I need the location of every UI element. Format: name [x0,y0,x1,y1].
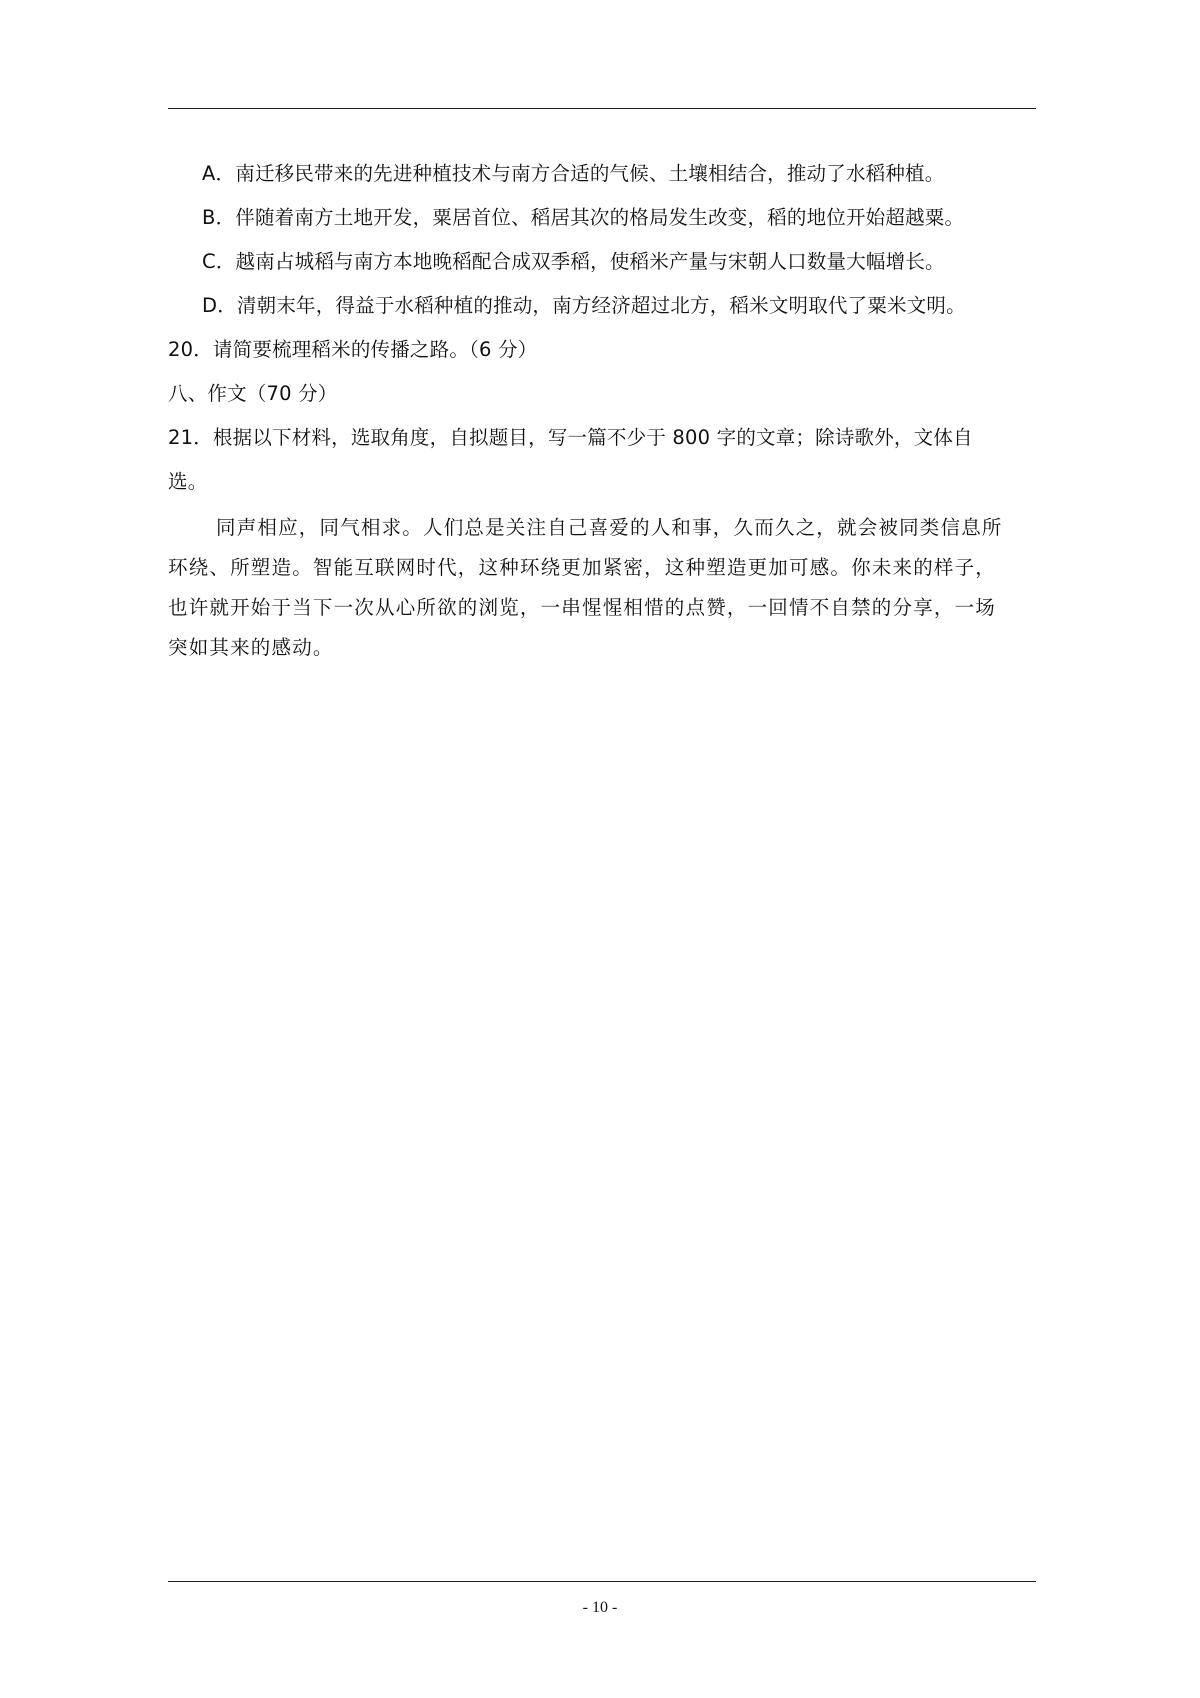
option-b-text: 伴随着南方土地开发，粟居首位、稻居其次的格局发生改变，稻的地位开始超越粟。 [235,206,965,229]
question-20: 20．请简要梳理稻米的传播之路。（6 分） [168,338,538,361]
option-c-label: C． [202,250,236,273]
option-d-label: D． [202,294,237,317]
question-21-line-2: 选。 [168,470,208,493]
header-rule [168,108,1036,109]
option-b-label: B． [202,206,236,229]
option-d-text: 清朝末年，得益于水稻种植的推动，南方经济超过北方，稻米文明取代了粟米文明。 [236,294,966,317]
question-21-line-1: 21．根据以下材料，选取角度，自拟题目，写一篇不少于 800 字的文章；除诗歌外，文体自 [168,426,973,449]
option-a-label: A． [202,162,236,185]
option-c [168,240,1036,284]
page-content [168,152,1036,668]
option-b [168,196,1036,240]
footer-rule [168,1581,1036,1582]
section-8-title: 八、作文（70 分） [168,382,338,405]
option-c-text: 越南占城稻与南方本地晚稻配合成双季稻，使稻米产量与宋朝人口数量大幅增长。 [235,250,945,273]
material-line-4: 突如其来的感动。 [168,636,334,659]
option-a-text: 南迁移民带来的先进种植技术与南方合适的气候、土壤相结合，推动了水稻种植。 [235,162,945,185]
material-line-3: 也许就开始于当下一次从心所欲的浏览，一串惺惺相惜的点赞，一回情不自禁的分享，一场 [168,596,997,619]
option-d [168,284,1036,328]
page-number: - 10 - [582,1599,618,1616]
material-line-2: 环绕、所塑造。智能互联网时代，这种环绕更加紧密，这种塑造更加可感。你未来的样子， [168,556,997,579]
option-a [168,152,1036,196]
material-line-1: 同声相应，同气相求。人们总是关注自己喜爱的人和事，久而久之，就会被同类信息所 [216,516,1003,539]
